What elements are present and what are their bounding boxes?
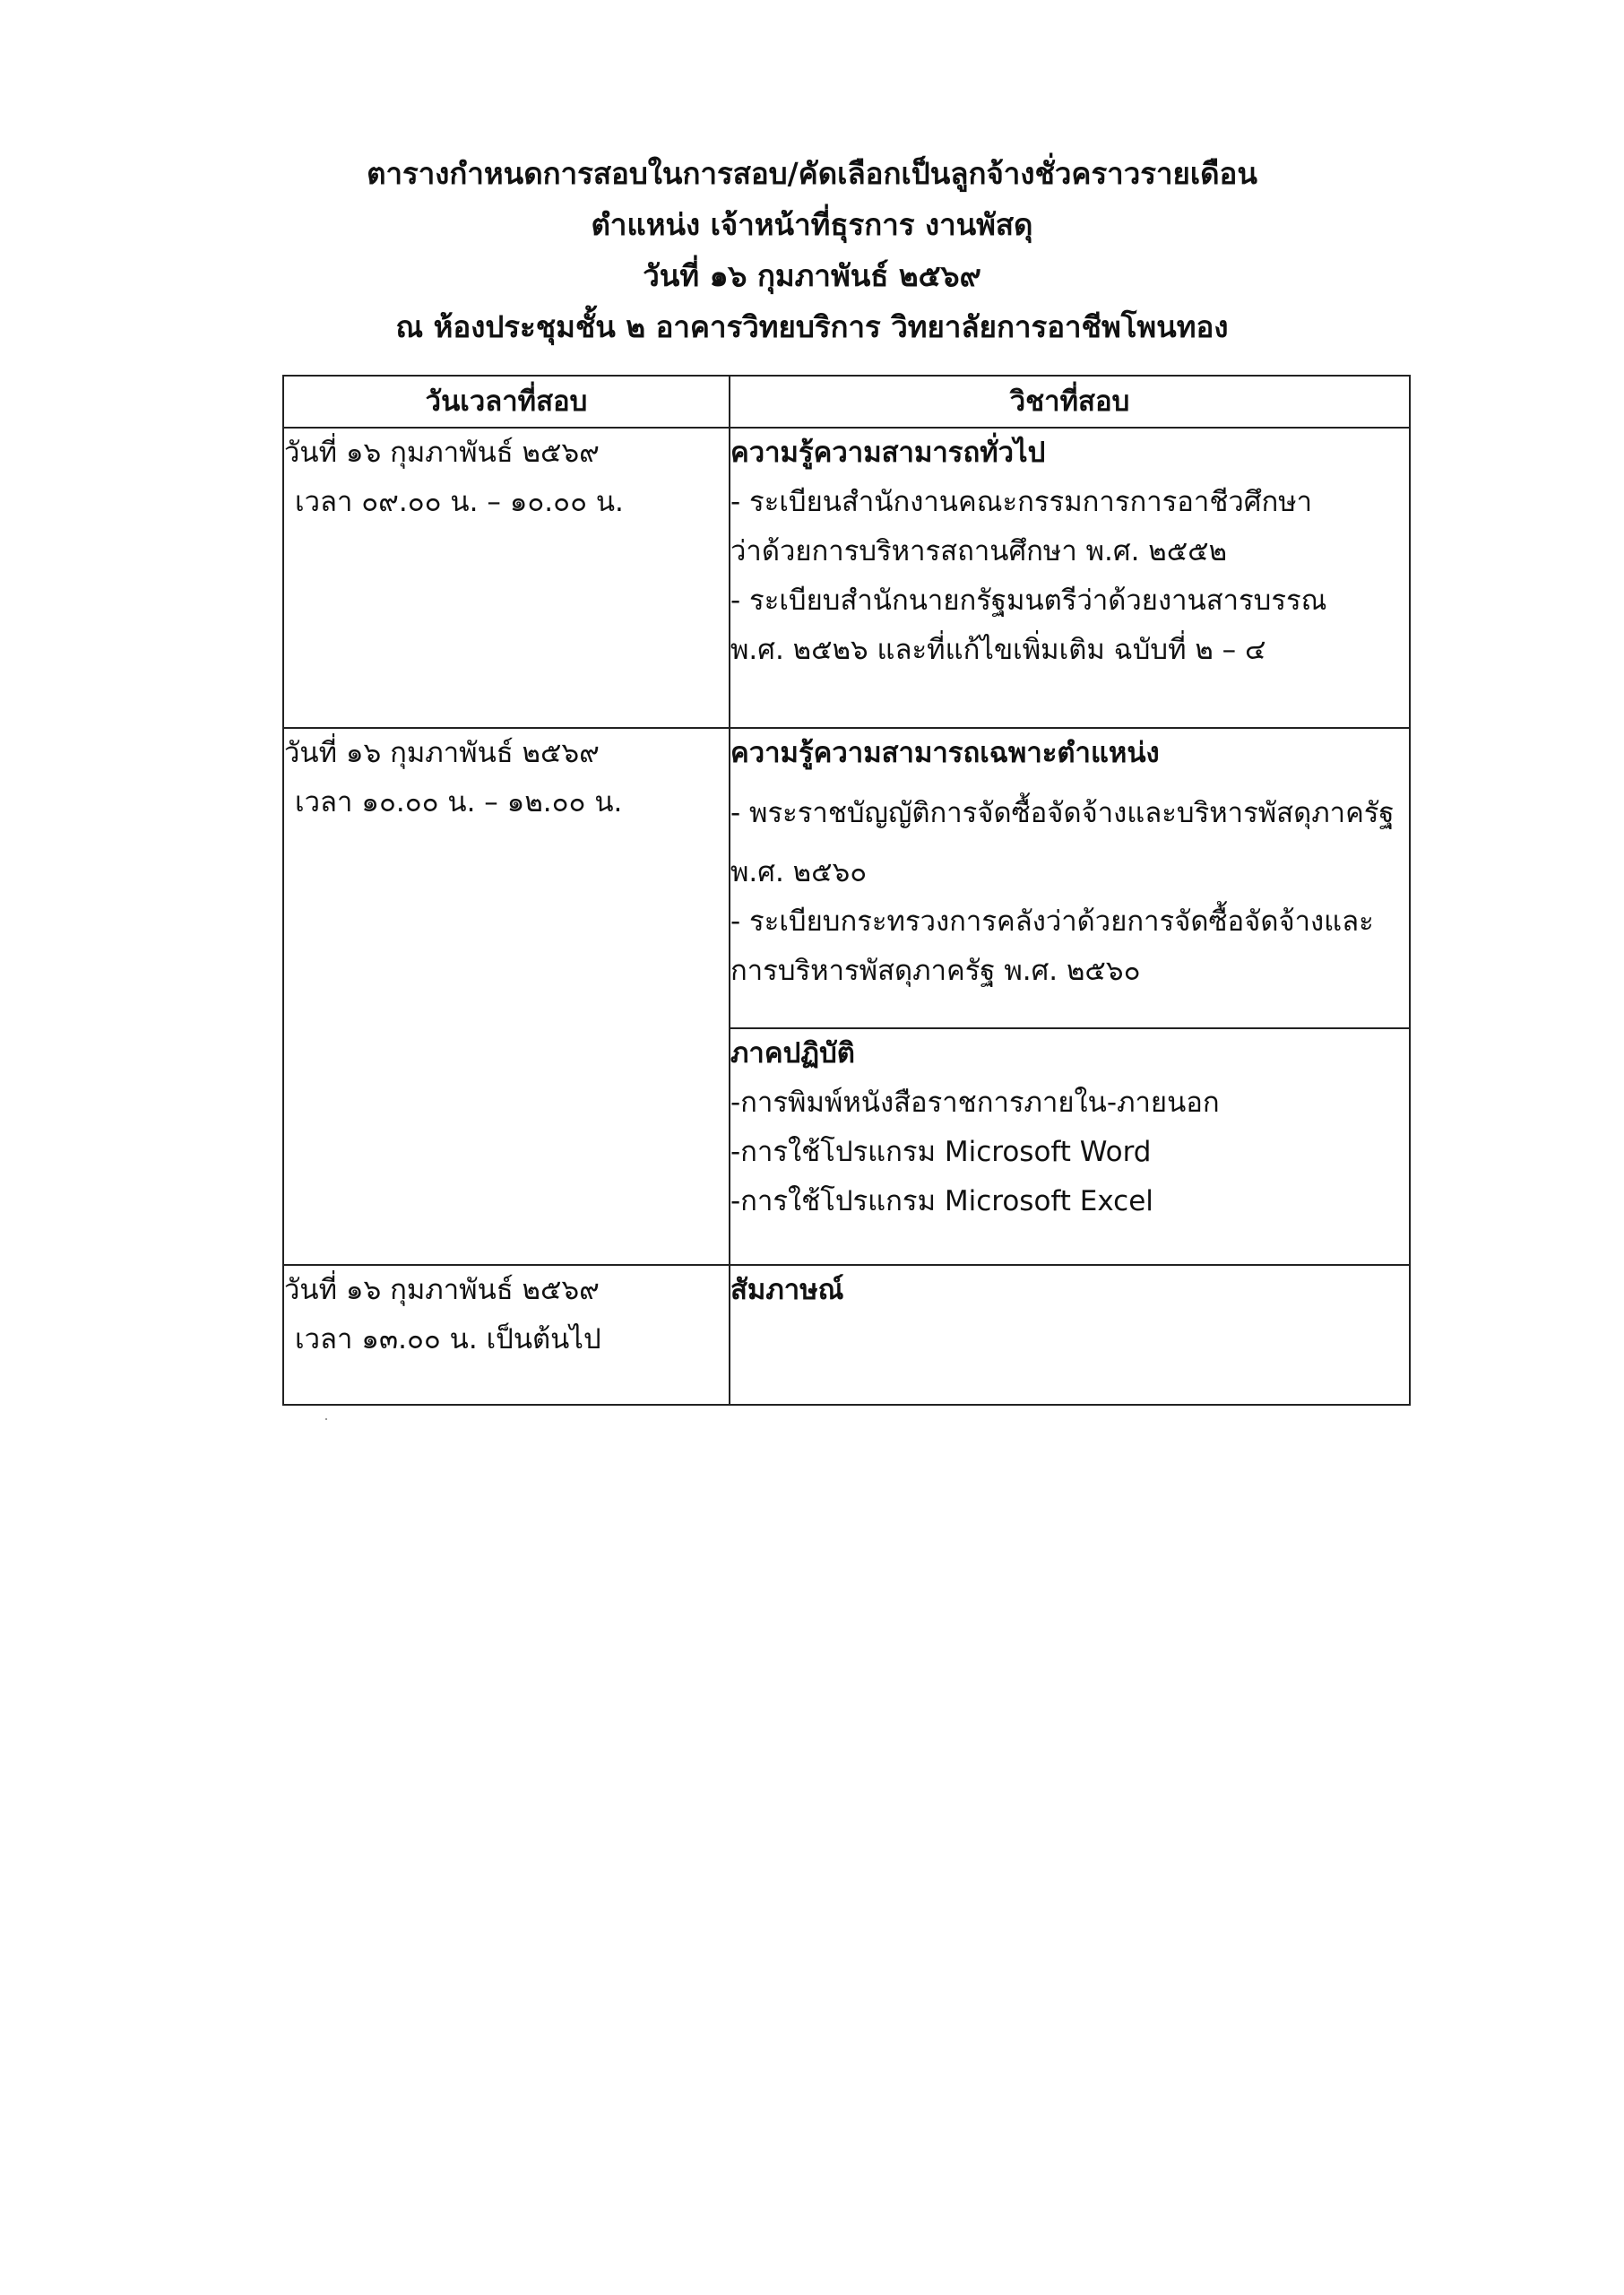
exam-subject-cell bbox=[730, 428, 1410, 728]
subject-item: พ.ศ. ๒๕๒๖ และที่แก้ไขเพิ่มเติม ฉบับที่ ๒ – ๔ bbox=[730, 634, 1266, 666]
exam-schedule-table bbox=[282, 375, 1411, 1406]
subject-title: ความรู้ความสามารถทั่วไป bbox=[730, 437, 1046, 469]
table-row bbox=[283, 1265, 1410, 1405]
scan-speck bbox=[325, 1418, 327, 1420]
exam-datetime-cell bbox=[283, 428, 730, 728]
subject-item: ว่าด้วยการบริหารสถานศึกษา พ.ศ. ๒๕๕๒ bbox=[730, 535, 1228, 567]
subject-item: - ระเบียบสำนักนายกรัฐมนตรีว่าด้วยงานสารบรรณ bbox=[730, 585, 1327, 617]
exam-subject-cell bbox=[730, 1265, 1410, 1405]
subject-item: การบริหารพัสดุภาครัฐ พ.ศ. ๒๕๖๐ bbox=[730, 955, 1141, 987]
exam-time: เวลา ๐๙.๐๐ น. – ๑๐.๐๐ น. bbox=[295, 486, 624, 518]
header-location: ณ ห้องประชุมชั้น ๒ อาคารวิทยบริการ วิทยาลัยการอาชีพโพนทอง bbox=[395, 309, 1229, 344]
subject-item: - ระเบียบกระทรวงการคลังว่าด้วยการจัดซื้อจัดจ้างและ bbox=[730, 905, 1374, 938]
subject-item: - ระเบียนสำนักงานคณะกรรมการการอาชีวศึกษา bbox=[730, 486, 1313, 518]
document-header bbox=[0, 148, 1624, 352]
table-row bbox=[283, 428, 1410, 728]
subject-item: พ.ศ. ๒๕๖๐ bbox=[730, 856, 868, 888]
exam-subject-cell bbox=[730, 728, 1410, 1028]
header-title: ตารางกำหนดการสอบในการสอบ/คัดเลือกเป็นลูกจ้างชั่วคราวรายเดือน bbox=[367, 156, 1257, 191]
exam-time: เวลา ๑๐.๐๐ น. – ๑๒.๐๐ น. bbox=[295, 786, 623, 818]
exam-date: วันที่ ๑๖ กุมภาพันธ์ ๒๕๖๙ bbox=[284, 1274, 600, 1306]
exam-date: วันที่ ๑๖ กุมภาพันธ์ ๒๕๖๙ bbox=[284, 437, 600, 469]
header-position: ตำแหน่ง เจ้าหน้าที่ธุรการ งานพัสดุ bbox=[591, 207, 1033, 242]
subject-title: ความรู้ความสามารถเฉพาะตำแหน่ง bbox=[730, 737, 1160, 769]
practical-subject-cell bbox=[730, 1028, 1410, 1265]
subject-title: ภาคปฏิบัติ bbox=[730, 1037, 855, 1070]
table-header-row bbox=[283, 376, 1410, 428]
exam-datetime-cell bbox=[283, 728, 730, 1265]
exam-datetime-cell bbox=[283, 1265, 730, 1405]
subject-item: -การใช้โปรแกรม Microsoft Excel bbox=[730, 1185, 1153, 1217]
header-date: วันที่ ๑๖ กุมภาพันธ์ ๒๕๖๙ bbox=[643, 258, 981, 293]
column-header-datetime: วันเวลาที่สอบ bbox=[283, 376, 730, 428]
subject-item: -การใช้โปรแกรม Microsoft Word bbox=[730, 1136, 1152, 1168]
exam-time: เวลา ๑๓.๐๐ น. เป็นต้นไป bbox=[295, 1323, 601, 1355]
exam-date: วันที่ ๑๖ กุมภาพันธ์ ๒๕๖๙ bbox=[284, 737, 600, 769]
subject-title: สัมภาษณ์ bbox=[730, 1274, 844, 1306]
table-row bbox=[283, 728, 1410, 1028]
subject-item: - พระราชบัญญัติการจัดซื้อจัดจ้างและบริหารพัสดุภาครัฐ bbox=[730, 797, 1395, 829]
subject-item: -การพิมพ์หนังสือราชการภายใน-ภายนอก bbox=[730, 1087, 1220, 1119]
column-header-subject: วิชาที่สอบ bbox=[730, 376, 1410, 428]
